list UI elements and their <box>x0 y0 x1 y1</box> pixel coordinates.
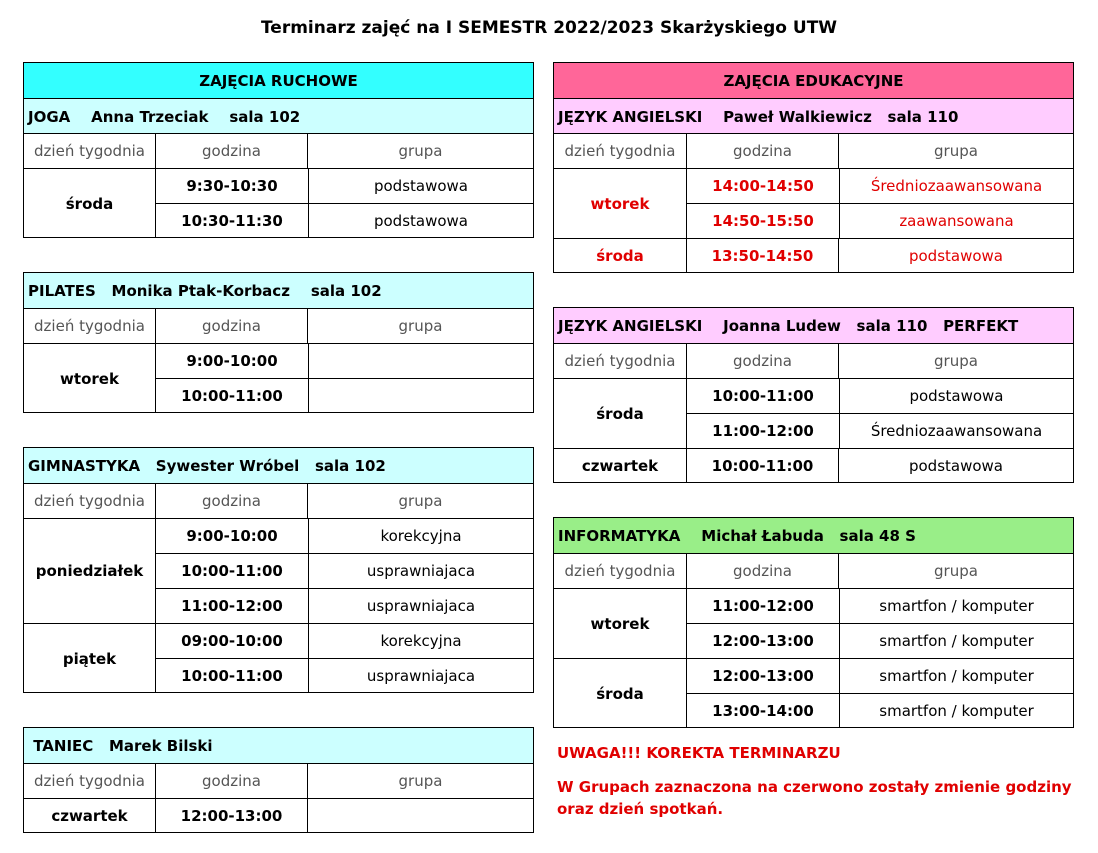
group-cell: podstawowa <box>839 379 1073 413</box>
hour-cell: 10:00-11:00 <box>686 449 838 483</box>
hour-cell: 9:00-10:00 <box>186 527 278 545</box>
group-cell: podstawowa <box>838 449 1073 483</box>
warning-note: UWAGA!!! KOREKTA TERMINARZU <box>557 744 841 762</box>
group-cell: smartfon / komputer <box>839 659 1073 693</box>
hour-cell: 11:00-12:00 <box>181 597 283 615</box>
col-hour: godzina <box>686 344 838 378</box>
hour-cell: 13:50-14:50 <box>686 239 838 273</box>
hour-cell: 10:00-11:00 <box>181 387 283 405</box>
day-cell: wtorek <box>60 369 119 388</box>
hour-cell: 10:30-11:30 <box>181 212 283 230</box>
hour-cell: 10:00-11:00 <box>181 562 283 580</box>
group-cell: podstawowa <box>308 204 533 238</box>
group-cell <box>308 379 533 413</box>
gimnastyka-header: GIMNASTYKA Sywester Wróbel sala 102 <box>24 448 533 483</box>
informatyka-table <box>553 517 1074 728</box>
col-hour: godzina <box>686 554 838 588</box>
day-cell: czwartek <box>581 457 659 475</box>
col-group: grupa <box>838 344 1073 378</box>
hour-cell: 9:00-10:00 <box>186 352 278 370</box>
col-day: dzień tygodnia <box>564 352 676 370</box>
col-day: dzień tygodnia <box>564 142 676 160</box>
col-group: grupa <box>307 484 533 518</box>
group-cell: zaawansowana <box>839 204 1073 238</box>
section-header-edukacyjne: ZAJĘCIA EDUKACYJNE <box>554 63 1073 98</box>
group-cell <box>307 799 533 833</box>
hour-cell: 12:00-13:00 <box>155 799 307 833</box>
hour-cell: 10:00-11:00 <box>181 667 283 685</box>
group-cell: usprawniajaca <box>308 554 533 588</box>
group-cell: korekcyjna <box>308 519 533 553</box>
joga-table <box>23 62 534 238</box>
col-day: dzień tygodnia <box>34 492 145 510</box>
hour-cell: 10:00-11:00 <box>712 387 814 405</box>
group-cell: korekcyjna <box>308 624 533 658</box>
col-group: grupa <box>307 134 533 168</box>
joga-header: JOGA Anna Trzeciak sala 102 <box>28 107 301 126</box>
hour-cell: 12:00-13:00 <box>712 667 814 685</box>
angielski-ludew-header: JĘZYK ANGIELSKI Joanna Ludew sala 110 PERFEKT <box>554 308 1073 343</box>
group-cell: Średniozaawansowana <box>839 414 1073 448</box>
day-cell: środa <box>596 684 644 703</box>
taniec-table <box>23 727 534 833</box>
group-cell: podstawowa <box>838 239 1073 273</box>
col-hour: godzina <box>686 134 838 168</box>
group-cell: podstawowa <box>308 169 533 203</box>
day-cell: środa <box>65 194 114 213</box>
section-header-ruchowe: ZAJĘCIA RUCHOWE <box>24 63 533 98</box>
hour-cell: 11:00-12:00 <box>712 422 814 440</box>
angielski-walkiewicz-table <box>553 62 1074 273</box>
col-group: grupa <box>307 764 533 798</box>
day-cell: poniedziałek <box>35 562 144 580</box>
day-cell: środa <box>596 247 644 265</box>
note-line-1: W Grupach zaznaczona na czerwono zostały zmienie godziny <box>557 778 1072 796</box>
group-cell: smartfon / komputer <box>839 624 1073 658</box>
group-cell: smartfon / komputer <box>839 694 1073 728</box>
col-day: dzień tygodnia <box>34 142 145 160</box>
col-day: dzień tygodnia <box>34 772 145 790</box>
col-hour: godzina <box>155 134 307 168</box>
group-cell <box>308 344 533 378</box>
hour-cell: 13:00-14:00 <box>712 702 814 720</box>
col-group: grupa <box>307 309 533 343</box>
col-group: grupa <box>838 134 1073 168</box>
col-group: grupa <box>838 554 1073 588</box>
day-cell: piątek <box>62 649 117 668</box>
angielski-ludew-table <box>553 307 1074 483</box>
hour-cell: 14:00-14:50 <box>712 177 814 195</box>
group-cell: smartfon / komputer <box>839 589 1073 623</box>
pilates-header: PILATES Monika Ptak-Korbacz sala 102 <box>24 273 533 308</box>
group-cell: usprawniajaca <box>308 589 533 623</box>
pilates-table <box>23 272 534 413</box>
group-cell: Średniozaawansowana <box>839 169 1073 203</box>
note-line-2: oraz dzień spotkań. <box>557 800 724 818</box>
hour-cell: 9:30-10:30 <box>186 177 278 195</box>
taniec-header: TANIEC Marek Bilski <box>24 728 533 763</box>
day-cell: środa <box>596 404 644 423</box>
day-cell: wtorek <box>590 194 650 213</box>
col-hour: godzina <box>155 484 307 518</box>
hour-cell: 09:00-10:00 <box>181 632 283 650</box>
gimnastyka-table <box>23 447 534 693</box>
hour-cell: 12:00-13:00 <box>712 632 814 650</box>
hour-cell: 11:00-12:00 <box>712 597 814 615</box>
col-day: dzień tygodnia <box>34 317 145 335</box>
page-title: Terminarz zajęć na I SEMESTR 2022/2023 Skarżyskiego UTW <box>260 18 838 38</box>
group-cell: usprawniajaca <box>308 659 533 693</box>
day-cell: wtorek <box>590 614 650 633</box>
hour-cell: 14:50-15:50 <box>712 212 814 230</box>
col-hour: godzina <box>155 764 307 798</box>
col-day: dzień tygodnia <box>564 562 676 580</box>
informatyka-header: INFORMATYKA Michał Łabuda sala 48 S <box>554 518 1073 553</box>
angielski-walkiewicz-header: JĘZYK ANGIELSKI Paweł Walkiewicz sala 110 <box>558 107 959 126</box>
day-cell: czwartek <box>51 807 128 825</box>
col-hour: godzina <box>155 309 307 343</box>
